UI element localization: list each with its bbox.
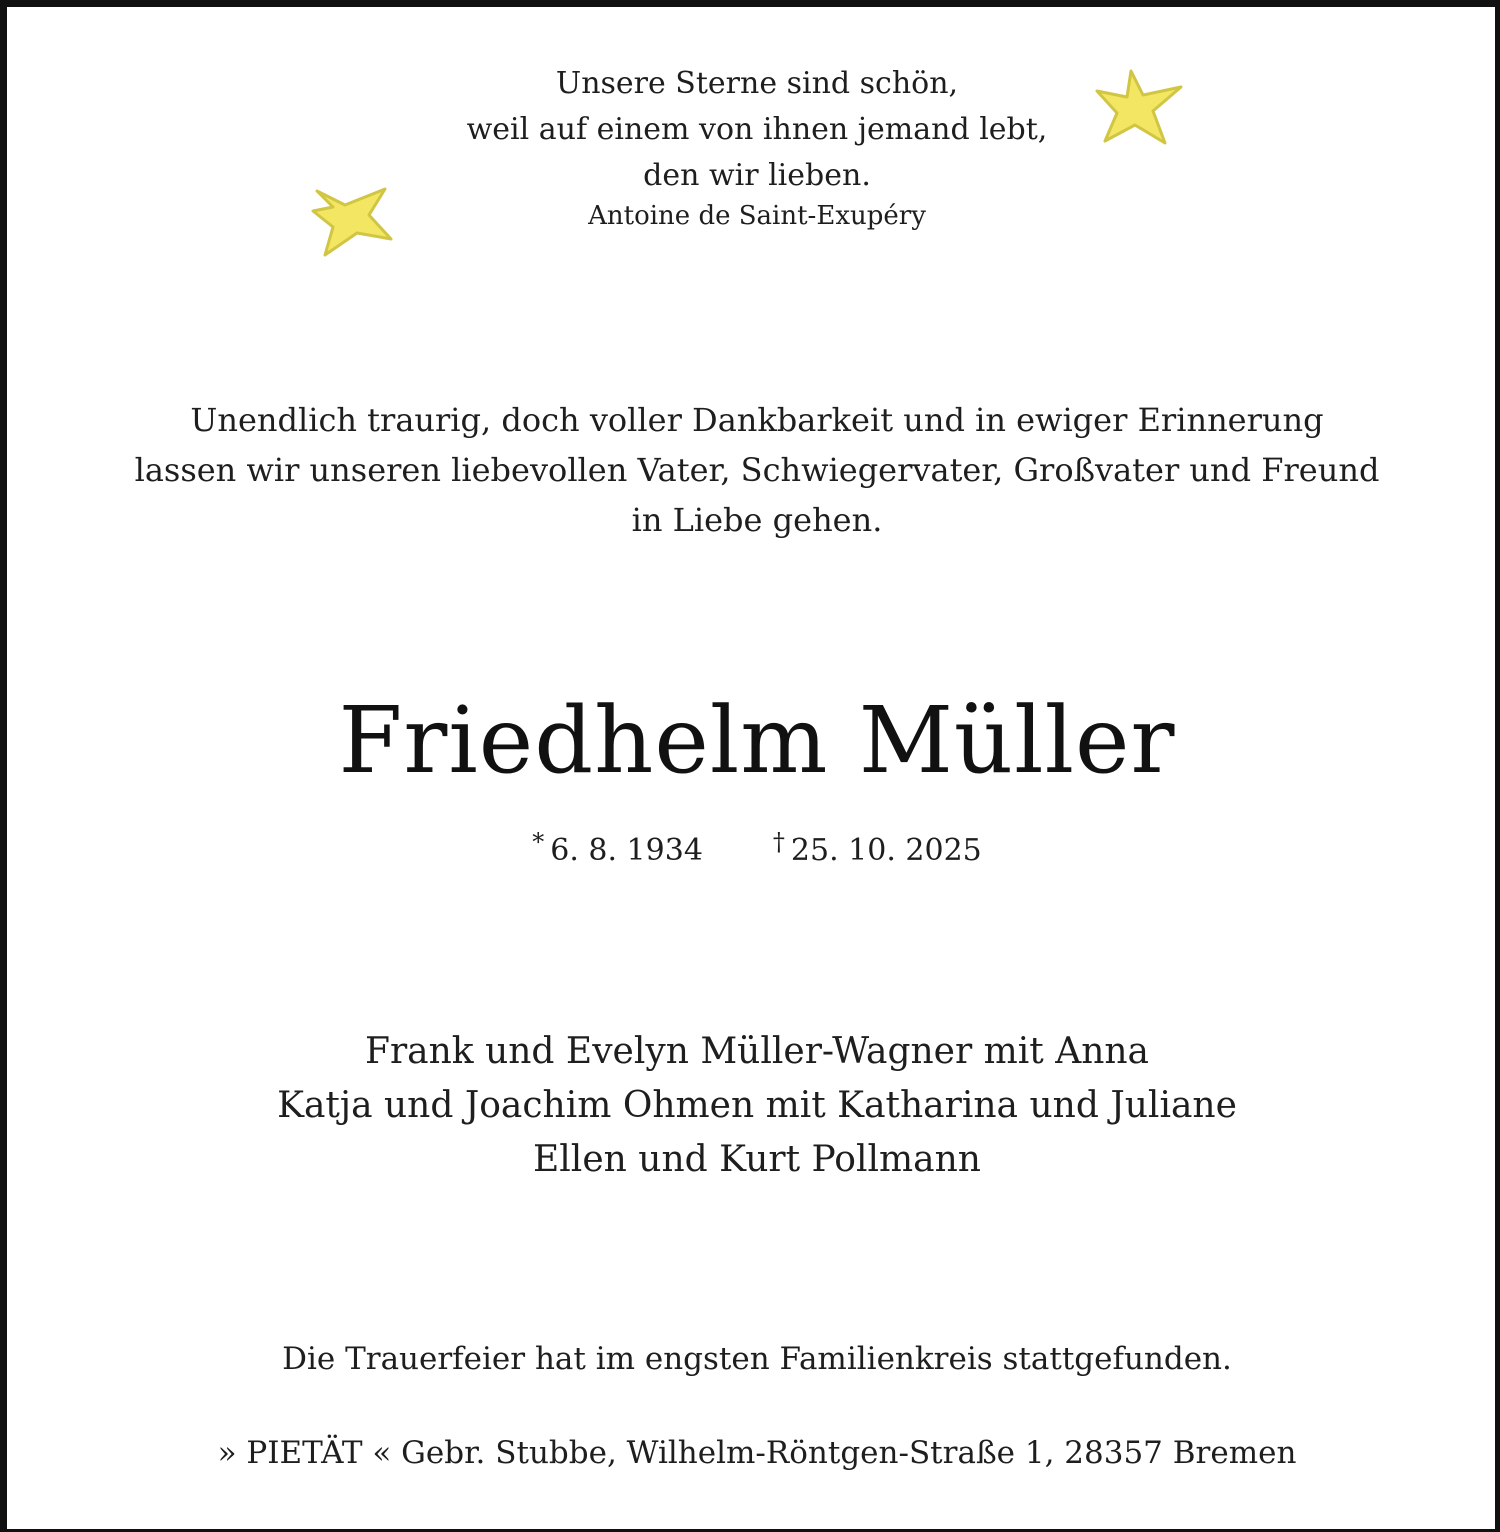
family-line-1: Frank und Evelyn Müller-Wagner mit Anna [364,1031,1150,1072]
intro-line-3: in Liebe gehen. [631,501,883,539]
family-line-2: Katja und Joachim Ohmen mit Katharina und Juliane [277,1085,1237,1126]
undertaker-address: » PIETÄT « Gebr. Stubbe, Wilhelm-Röntgen-Straße 1, 28357 Bremen [217,1435,1297,1471]
birth-date: 6. 8. 1934 [550,833,703,868]
death-date: 25. 10. 2025 [790,833,982,868]
quote-line-1: Unsere Sterne sind schön, [555,66,959,101]
birth-symbol: * [532,828,545,856]
intro-line-2: lassen wir unseren liebevollen Vater, Schwiegervater, Großvater und Freund [134,451,1380,489]
intro-line-1: Unendlich traurig, doch voller Dankbarkeit und in ewiger Erinnerung [190,401,1324,439]
death-symbol: † [772,828,785,856]
family-line-3: Ellen und Kurt Pollmann [533,1139,981,1180]
funeral-notice: Die Trauerfeier hat im engsten Familienkreis stattgefunden. [282,1341,1232,1377]
quote-author: Antoine de Saint-Exupéry [588,201,926,231]
deceased-name: Friedhelm Müller [338,687,1176,794]
quote-line-2: weil auf einem von ihnen jemand lebt, [466,112,1048,147]
life-dates [7,828,1500,868]
quote-line-3: den wir lieben. [643,158,871,193]
